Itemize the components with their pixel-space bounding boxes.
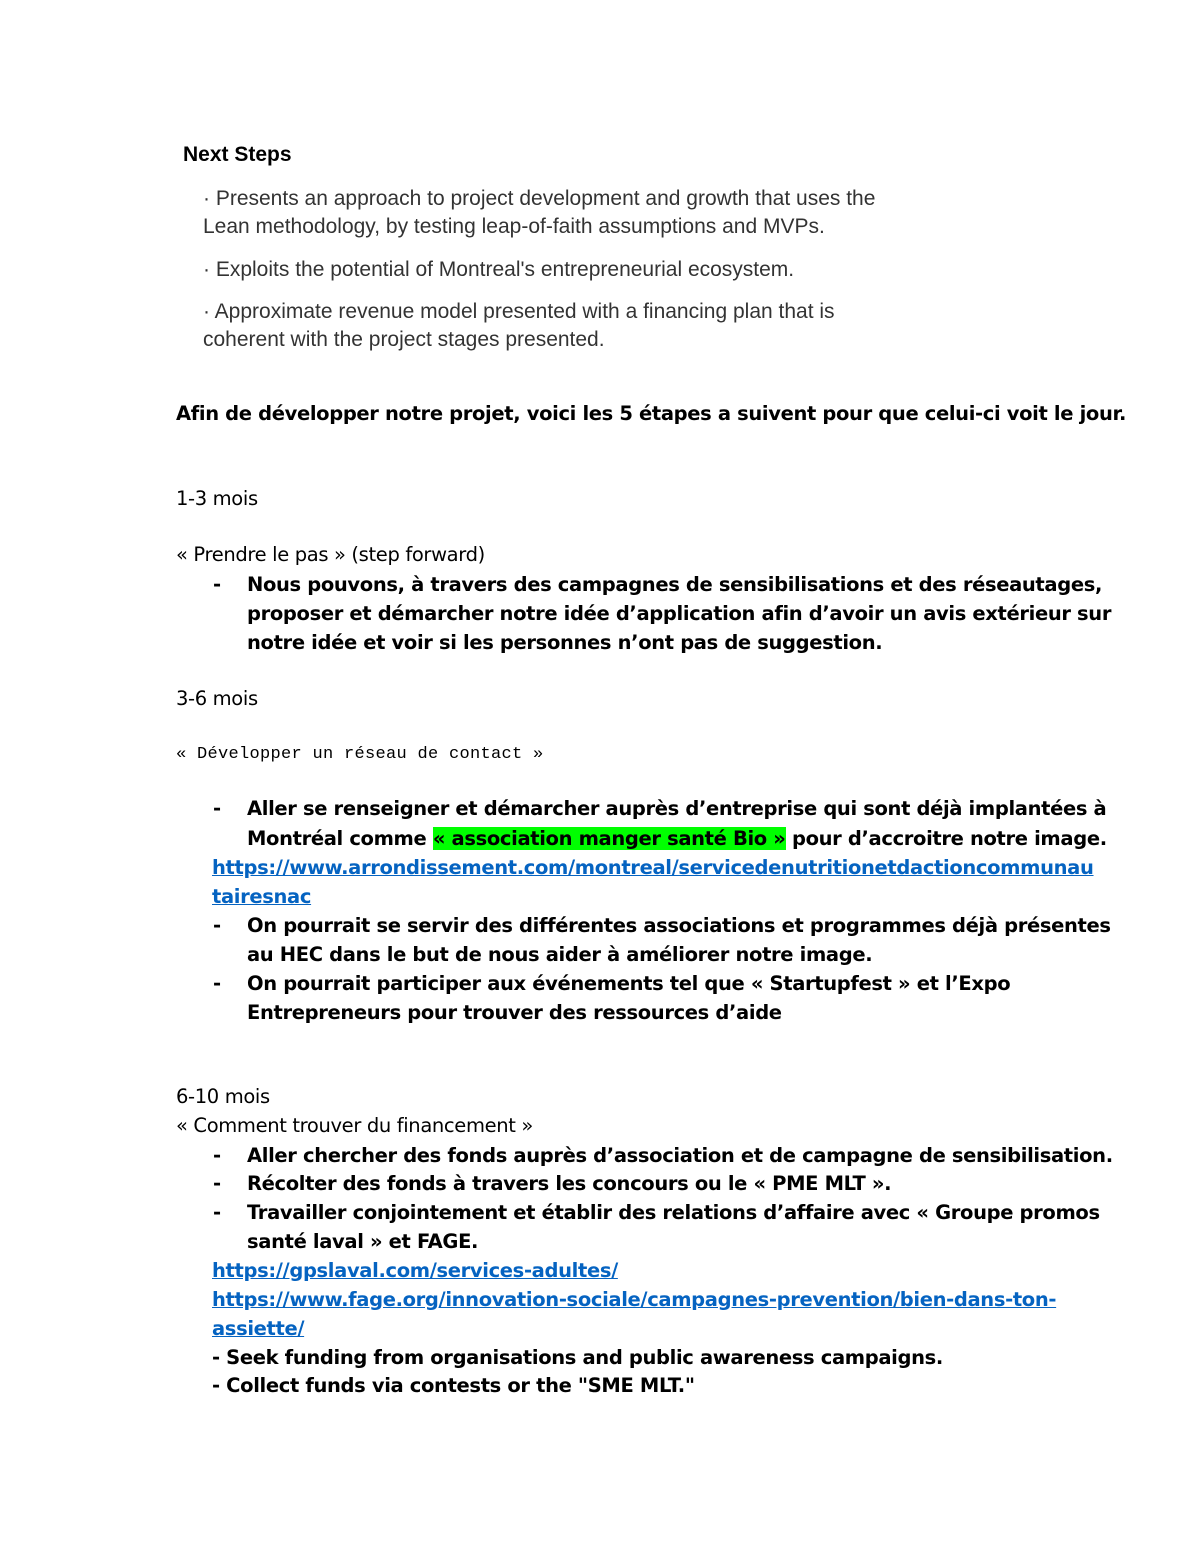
intro-paragraph: Afin de développer notre projet, voici les 5 étapes a suivent pour que celui-ci voit le jour. <box>176 402 1127 425</box>
arrondissement-link-line2[interactable]: tairesnac <box>212 885 312 908</box>
highlighted-association: « association manger santé Bio » <box>432 827 786 850</box>
gpslaval-link[interactable]: https://gpslaval.com/services-adultes/ <box>212 1259 618 1282</box>
section1-item1-line2: proposer et démarcher notre idée d’application afin d’avoir un avis extérieur sur <box>247 602 1112 625</box>
list-dash: - <box>213 914 222 937</box>
bullet-ecosystem: · Exploits the potential of Montreal's entrepreneurial ecosystem. <box>203 258 795 281</box>
list-dash: - <box>213 1144 222 1167</box>
bullet-revenue-line2: coherent with the project stages presented. <box>203 328 605 351</box>
list-dash: - <box>213 797 222 820</box>
section3-title: « Comment trouver du financement » <box>176 1114 533 1137</box>
next-steps-heading: Next Steps <box>183 143 292 166</box>
fage-link-line1[interactable]: https://www.fage.org/innovation-sociale/campagnes-prevention/bien-dans-ton- <box>212 1288 1057 1311</box>
item1-line2-after: pour d’accroitre notre image. <box>785 827 1107 850</box>
section3-item1: Aller chercher des fonds auprès d’association et de campagne de sensibilisation. <box>247 1144 1113 1167</box>
section3-item2: Récolter des fonds à travers les concours ou le « PME MLT ». <box>247 1172 892 1195</box>
section2-item3-line1: On pourrait participer aux événements tel que « Startupfest » et l’Expo <box>247 972 1011 995</box>
section2-item2-line2: au HEC dans le but de nous aider à améliorer notre image. <box>247 943 873 966</box>
english-item2: - Collect funds via contests or the "SME MLT." <box>212 1374 695 1397</box>
section2-item1-line1: Aller se renseigner et démarcher auprès d’entreprise qui sont déjà implantées à <box>247 797 1107 820</box>
english-item1: - Seek funding from organisations and public awareness campaigns. <box>212 1346 943 1369</box>
section2-item1-line2 <box>247 827 1107 850</box>
item1-line2-before: Montréal comme <box>247 827 433 850</box>
bullet-revenue-line1: · Approximate revenue model presented with a financing plan that is <box>203 300 835 323</box>
list-dash: - <box>213 1201 222 1224</box>
fage-link-line2[interactable]: assiette/ <box>212 1317 305 1340</box>
section2-title: « Développer un réseau de contact » <box>176 745 544 764</box>
bullet-lean-line2: Lean methodology, by testing leap-of-faith assumptions and MVPs. <box>203 215 825 238</box>
section1-item1-line1: Nous pouvons, à travers des campagnes de sensibilisations et des réseautages, <box>247 573 1103 596</box>
section3-item3-line2: santé laval » et FAGE. <box>247 1230 479 1253</box>
list-dash: - <box>213 972 222 995</box>
section3-item3-line1: Travailler conjointement et établir des relations d’affaire avec « Groupe promos <box>247 1201 1100 1224</box>
period-1-3-mois: 1-3 mois <box>176 487 258 510</box>
section1-item1-line3: notre idée et voir si les personnes n’ont pas de suggestion. <box>247 631 883 654</box>
section2-item2-line1: On pourrait se servir des différentes associations et programmes déjà présentes <box>247 914 1111 937</box>
list-dash: - <box>213 1172 222 1195</box>
period-3-6-mois: 3-6 mois <box>176 687 258 710</box>
section2-item3-line2: Entrepreneurs pour trouver des ressources d’aide <box>247 1001 782 1024</box>
period-6-10-mois: 6-10 mois <box>176 1085 270 1108</box>
arrondissement-link-line1[interactable]: https://www.arrondissement.com/montreal/servicedenutritionetdactioncommunau <box>212 856 1094 879</box>
section1-title: « Prendre le pas » (step forward) <box>176 543 485 566</box>
list-dash: - <box>213 573 222 596</box>
bullet-lean-line1: · Presents an approach to project development and growth that uses the <box>203 187 876 210</box>
